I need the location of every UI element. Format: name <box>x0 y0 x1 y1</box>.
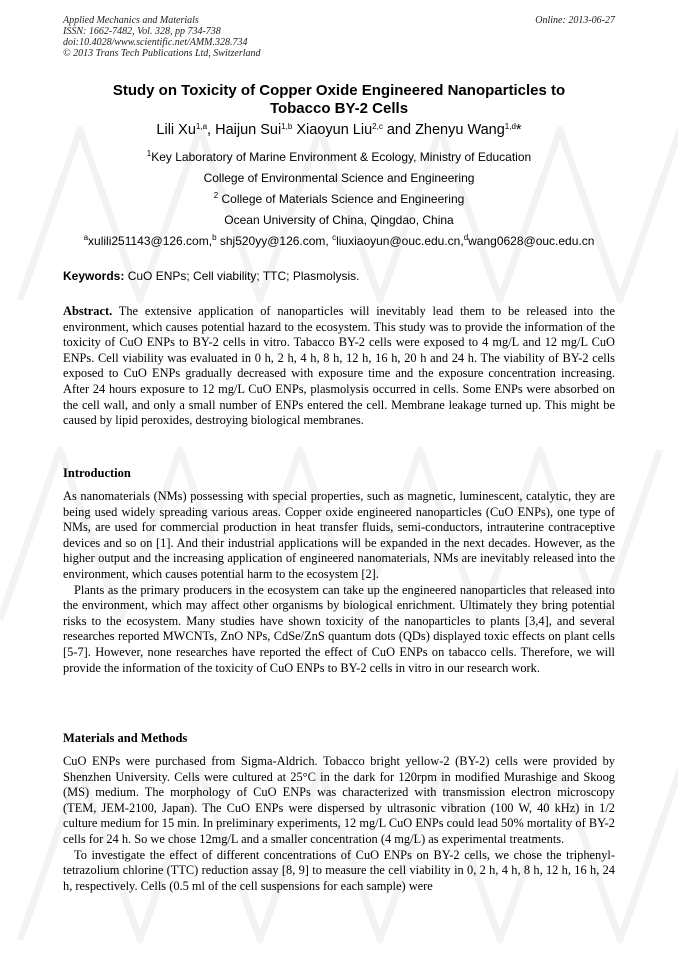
introduction-body <box>63 489 615 676</box>
journal-header <box>63 15 261 59</box>
email-b: shj520yy@126.com, <box>216 234 333 248</box>
abstract-label: Abstract. <box>63 304 113 318</box>
methods-paragraph-1: CuO ENPs were purchased from Sigma-Aldrich. Tobacco bright yellow-2 (BY-2) cells were provided by Shenzhen University. Cells were cultured at 25°C in the dark for 120rpm in modified Murashige and Skoog (MS) medium. The morphology of CuO ENPs was characterized with transmission electron microscopy (TEM, JEM-2100, Japan). The CuO ENPs were dispersed by ultrasonic vibration (100 W, 40 kHz) in 1/2 culture medium for 15 min. In preliminary experiments, 12 mg/L CuO ENPs could lead 50% mortality of BY-2 cells for 24 h. So we chose 12mg/L and a smaller concentration (4 mg/L) as experimental treatments. <box>63 754 615 846</box>
author-name: Xiaoyun Liu <box>296 122 373 138</box>
keywords <box>63 269 615 284</box>
intro-paragraph-2: Plants as the primary producers in the ecosystem can take up the engineered nanoparticles that released into the environment, which may affect other organisms by biological enrichment. Ultimately they bring potential risks to the ecosystem. Many studies have shown toxicity of the nanoparticles to plants [3,4], and several researches reported MWCNTs, ZnO NPs, CdSe/ZnS quantum dots (QDs) displayed toxic effects on plant cells [5-7]. However, none researches have reported the effect of CuO ENPs on tabacco cells. Therefore, we will provide the information of the toxicity of CuO ENPs to BY-2 cells in vitro in our research work. <box>63 582 615 675</box>
affiliation-3: Ocean University of China, Qingdao, China <box>224 213 454 227</box>
methods-body <box>63 754 615 894</box>
author-sup: 2,c <box>372 122 383 131</box>
intro-paragraph-1: As nanomaterials (NMs) possessing with special properties, such as magnetic, luminescent, catalytic, they are being used widely spreading various areas. Copper oxide engineered nanoparticles (CuO ENPs), one type of NMs, are used for commercial production in heat transfer fluids, semi-conductors, intrauterine contraceptive devices and so on [1]. And their industrial applications will be expanded in the next decades. However, as the higher output and the increasing application of engineered nanomaterials, NMs are inevitably released into the environment, which causes potential harm to the ecosystem [2]. <box>63 489 615 581</box>
author-name: Lili Xu <box>156 122 196 138</box>
author-name: Haijun Sui <box>215 122 282 138</box>
author-sup: 1,a <box>195 122 208 131</box>
abstract <box>63 304 615 429</box>
email-line <box>63 234 615 249</box>
email-sup: b <box>212 233 217 242</box>
aff-text: Key Laboratory of Marine Environment & Ecology, Ministry of Education <box>151 150 532 164</box>
keywords-text: CuO ENPs; Cell viability; TTC; Plasmolysis. <box>124 269 360 283</box>
email-a: xulili251143@126.com, <box>88 234 213 248</box>
online-date: Online: 2013-06-27 <box>535 15 615 26</box>
aff-text: College of Materials Science and Engineering <box>218 192 465 206</box>
affiliation-1b: College of Environmental Science and Engineering <box>203 171 475 185</box>
author-sup: 1,b <box>281 122 293 131</box>
keywords-label: Keywords: <box>63 269 125 283</box>
author-sep: and <box>382 122 416 138</box>
email-c: liuxiaoyun@ouc.edu.cn, <box>336 234 464 248</box>
affiliation-2 <box>63 192 615 207</box>
section-heading-introduction: Introduction <box>63 466 131 480</box>
author-name: Zhenyu Wang <box>415 122 505 138</box>
journal-name: Applied Mechanics and Materials <box>63 15 199 26</box>
author-sep: , <box>207 122 216 138</box>
section-heading-methods: Materials and Methods <box>63 731 188 745</box>
title-line-1: Study on Toxicity of Copper Oxide Engineered Nanoparticles to <box>112 82 566 99</box>
author-list <box>63 121 615 139</box>
journal-issn: ISSN: 1662-7482, Vol. 328, pp 734-738 <box>63 26 221 37</box>
journal-copyright: © 2013 Trans Tech Publications Ltd, Switzerland <box>63 48 261 59</box>
abstract-text: The extensive application of nanoparticles will inevitably lead them to be released into the environment, which causes potential hazard to the ecosystem. This study was to provide the information of the toxicity of CuO ENPs to BY-2 cells in vitro. Tabacco BY-2 cells were exposed to 4 mg/L and 12 mg/L CuO ENPs. Cell viability was evaluated in 0 h, 2 h, 4 h, 8 h, 12 h, 16 h, 20 h and 24 h. The viability of BY-2 cells exposed to CuO ENPs gradually decreased with exposure time and the exposure concentration increasing. After 24 hours exposure to 12 mg/L CuO ENPs, plasmolysis occurred in cells. Some ENPs were absorbed on the cell wall, and only a small number of ENPs entered the cell. Membrane leakage turned up. This might be caused by lipid peroxides, destroying biological membranes. <box>63 304 615 428</box>
paper-title <box>63 82 615 118</box>
aff-sup: 2 <box>213 191 219 200</box>
title-line-2: Tobacco BY-2 Cells <box>269 100 409 117</box>
email-d: wang0628@ouc.edu.cn <box>468 234 595 248</box>
journal-doi: doi:10.4028/www.scientific.net/AMM.328.734 <box>63 37 248 48</box>
email-sup: c <box>332 233 337 242</box>
affiliation-1 <box>63 150 615 165</box>
methods-paragraph-2: To investigate the effect of different concentrations of CuO ENPs on BY-2 cells, we chose the triphenyl-tetrazolium chlorine (TTC) reduction assay [8, 9] to measure the cell viability in 0, 2 h, 4 h, 8 h, 12 h, 16 h, 24 h, respectively. Cells (0.5 ml of the cell suspensions for each sample) were <box>63 847 615 893</box>
email-sup: d <box>463 233 469 242</box>
aff-sup: 1 <box>146 149 152 158</box>
author-sup: 1,d <box>504 122 516 131</box>
corresponding-mark: * <box>515 122 522 138</box>
email-sup: a <box>83 233 89 242</box>
